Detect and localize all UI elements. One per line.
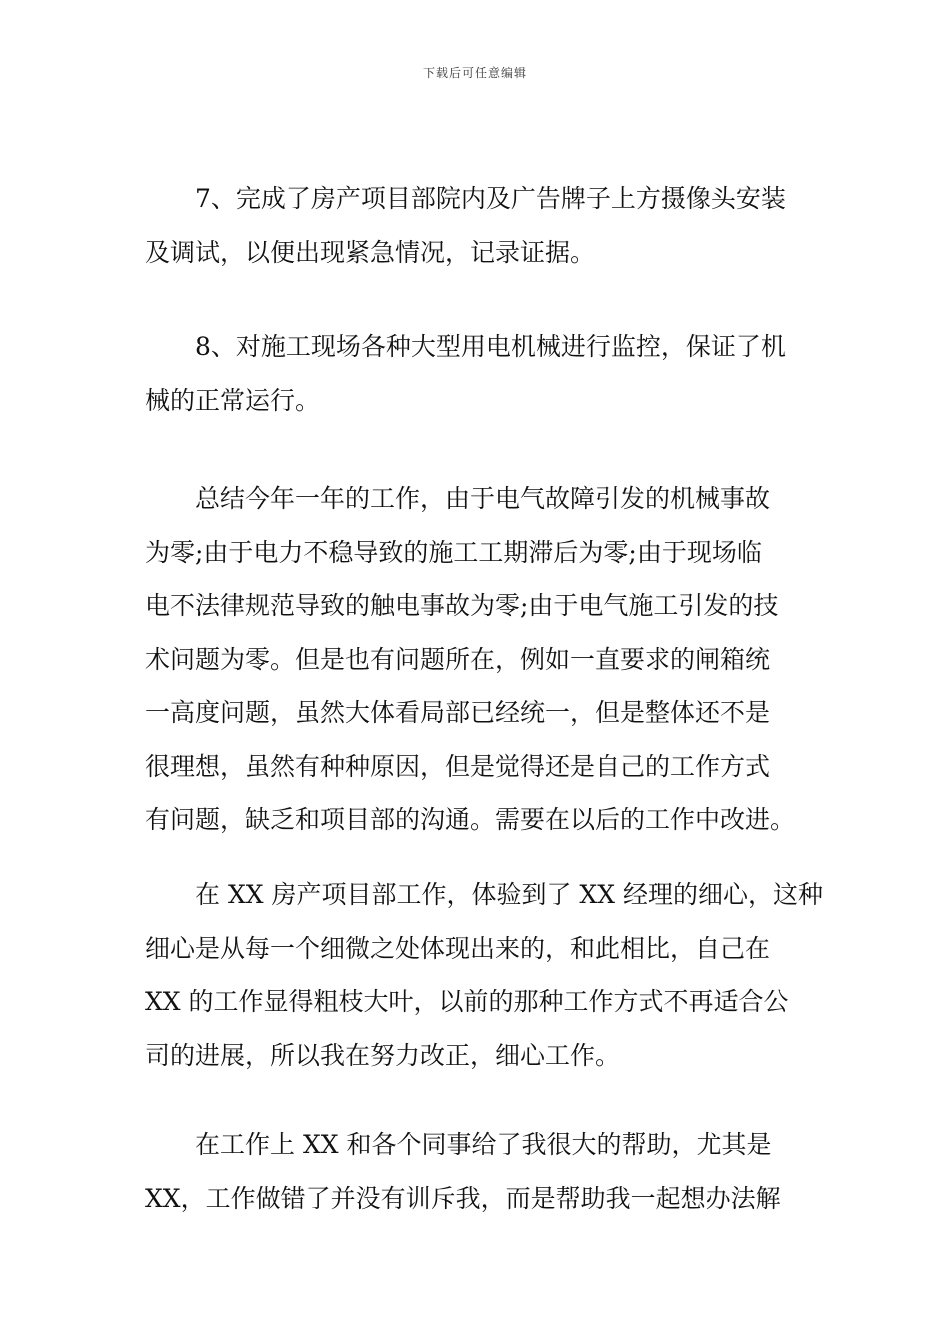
paragraph-line: 总结今年一年的工作，由于电气故障引发的机械事故	[195, 484, 771, 513]
paragraph-line: 一高度问题，虽然大体看局部已经统一，但是整体还不是	[145, 698, 771, 727]
paragraph-line: 司的进展，所以我在努力改正，细心工作。	[145, 1040, 621, 1070]
paragraph-line: 及调试，以便出现紧急情况，记录证据。	[145, 237, 596, 267]
page-header: 下载后可任意编辑	[422, 66, 527, 80]
paragraph-line: 电不法律规范导致的触电事故为零;由于电气施工引发的技	[145, 591, 779, 620]
paragraph-line: 有问题，缺乏和项目部的沟通。需要在以后的工作中改进。	[145, 805, 796, 834]
paragraph-line: 很理想，虽然有种种原因，但是觉得还是自己的工作方式	[145, 751, 771, 781]
paragraph-line: 在 XX 房产项目部工作，体验到了 XX 经理的细心，这种	[195, 880, 823, 909]
paragraph-line: 在工作上 XX 和各个同事给了我很大的帮助，尤其是	[195, 1130, 772, 1159]
paragraph-summary	[145, 472, 809, 847]
paragraph-line: 8、对施工现场各种大型用电机械进行监控，保证了机	[195, 332, 786, 361]
paragraph-item-7	[145, 172, 809, 279]
paragraph-line: 7、完成了房产项目部院内及广告牌子上方摄像头安装	[195, 184, 786, 213]
paragraph-line: 术问题为零。但是也有问题所在，例如一直要求的闸箱统	[145, 644, 771, 674]
paragraph-line: 细心是从每一个细微之处体现出来的，和此相比，自己在	[145, 933, 771, 963]
paragraph-line: XX 的工作显得粗枝大叶，以前的那种工作方式不再适合公	[145, 987, 789, 1016]
paragraph-line: 械的正常运行。	[145, 385, 321, 415]
paragraph-item-8	[145, 320, 809, 427]
paragraph-thanks	[145, 1118, 809, 1225]
paragraph-line: XX，工作做错了并没有训斥我，而是帮助我一起想办法解	[145, 1183, 781, 1213]
paragraph-line: 为零;由于电力不稳导致的施工工期滞后为零;由于现场临	[145, 537, 762, 567]
paragraph-experience	[145, 868, 823, 1082]
